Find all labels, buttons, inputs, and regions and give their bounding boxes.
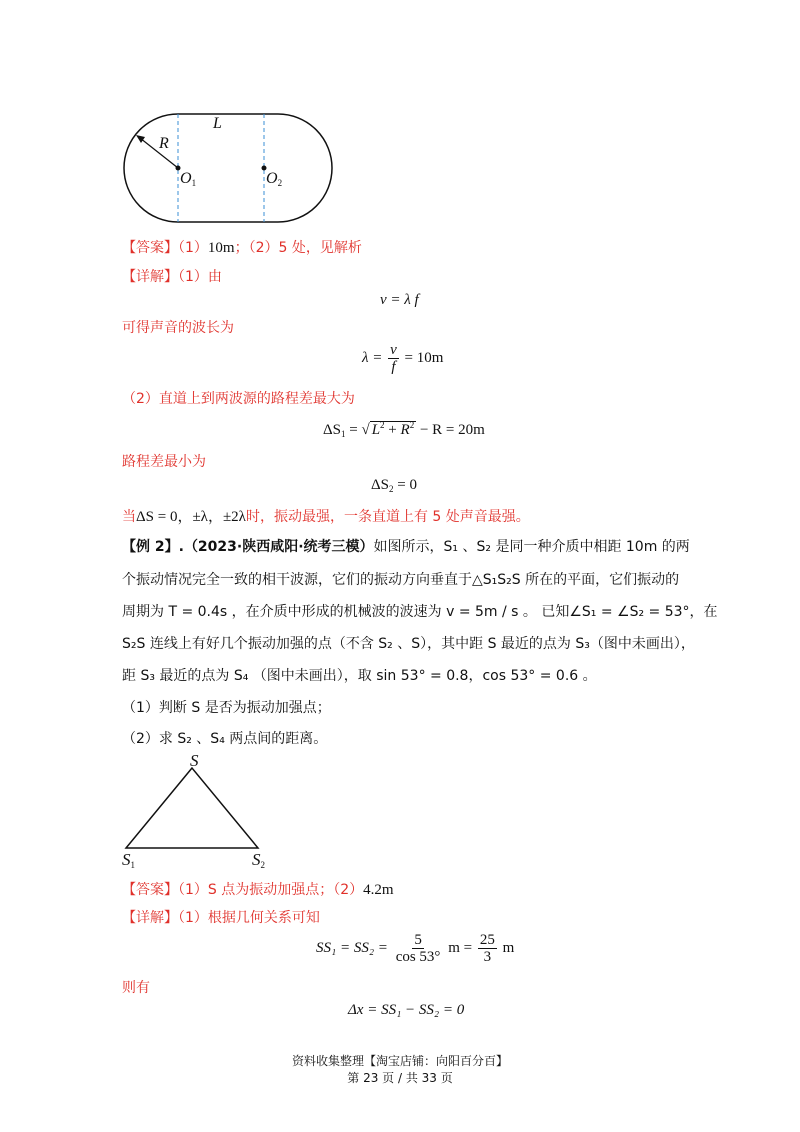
example-2-line-4: S₂S 连线上有好几个振动加强的点（不含 S₂ 、S），其中距 S 最近的点为 S₃（图中未画出）， xyxy=(122,636,695,652)
eq-lambda: λ = $\frac{v}{f}$ = 10m xyxy=(362,342,444,375)
eq-delta-s2: $\Delta S_2 = 0$ xyxy=(371,477,417,494)
eq-v-lambda-f: v = λ f xyxy=(380,292,419,308)
footer-source: 资料收集整理【淘宝店铺：向阳百分百】 xyxy=(291,1054,508,1068)
answer-1: 【答案】（1）10m；（2）5 处，见解析 xyxy=(122,240,362,256)
eq-delta-x: Δx = SS₁ − SS₂ = 0 xyxy=(348,1002,465,1018)
text-min-diff: 路程差最小为 xyxy=(122,454,206,470)
label-O1: $O_1$ xyxy=(180,170,197,188)
text-then: 则有 xyxy=(122,980,150,996)
question-2: （2）求 S₂ 、S₄ 两点间的距离。 xyxy=(122,731,328,747)
label-S1: $S_1$ xyxy=(122,850,135,870)
stadium-figure xyxy=(118,108,338,228)
label-L: L xyxy=(213,115,222,132)
text-wavelength: 可得声音的波长为 xyxy=(122,320,234,336)
triangle-figure xyxy=(120,760,270,860)
example-2-line-5: 距 S₃ 最近的点为 S₄ （图中未画出），取 sin 53° = 0.8，cos 53° = 0.6 。 xyxy=(122,668,597,684)
example-2-line-3: 周期为 T = 0.4s ，在介质中形成的机械波的波速为 v = 5m / s 。 已知∠S₁ = ∠S₂ = 53°，在 xyxy=(122,604,718,620)
detail-1-intro: 【详解】（1）由 xyxy=(122,269,222,285)
answer-2: 【答案】（1）S 点为振动加强点；（2）4.2m xyxy=(122,882,394,898)
example-2-line-2: 个振动情况完全一致的相干波源，它们的振动方向垂直于△S₁S₂S 所在的平面，它们振动的 xyxy=(122,572,680,588)
label-R: R xyxy=(159,135,169,152)
example-2-line-1: 【例 2】.（2023·陕西咸阳·统考三模）如图所示，S₁ 、S₂ 是同一种介质中相距 10m 的两 xyxy=(122,539,690,555)
eq-ss1-ss2: SS₁ = SS₂ = $\frac{5}{\cos 53^\circ}$ m = $\frac{25}{3}$ m xyxy=(316,932,515,965)
label-O2: $O_2$ xyxy=(266,170,283,188)
label-S: S xyxy=(190,751,199,770)
detail-2-intro: 【详解】（1）根据几何关系可知 xyxy=(122,910,320,926)
eq-delta-s1: $\Delta S_1$ = √ $L^2 + R^2 - R = 20m$ xyxy=(323,420,485,439)
question-1: （1）判断 S 是否为振动加强点； xyxy=(122,700,331,716)
label-S2: $S_2$ xyxy=(252,850,265,870)
page-number: 第 23 页 / 共 33 页 xyxy=(347,1071,453,1085)
text-max-diff: （2）直道上到两波源的路程差最大为 xyxy=(122,391,355,407)
conclusion-1: 当ΔS = 0，±λ，±2λ时，振动最强，一条直道上有 5 处声音最强。 xyxy=(122,509,530,525)
